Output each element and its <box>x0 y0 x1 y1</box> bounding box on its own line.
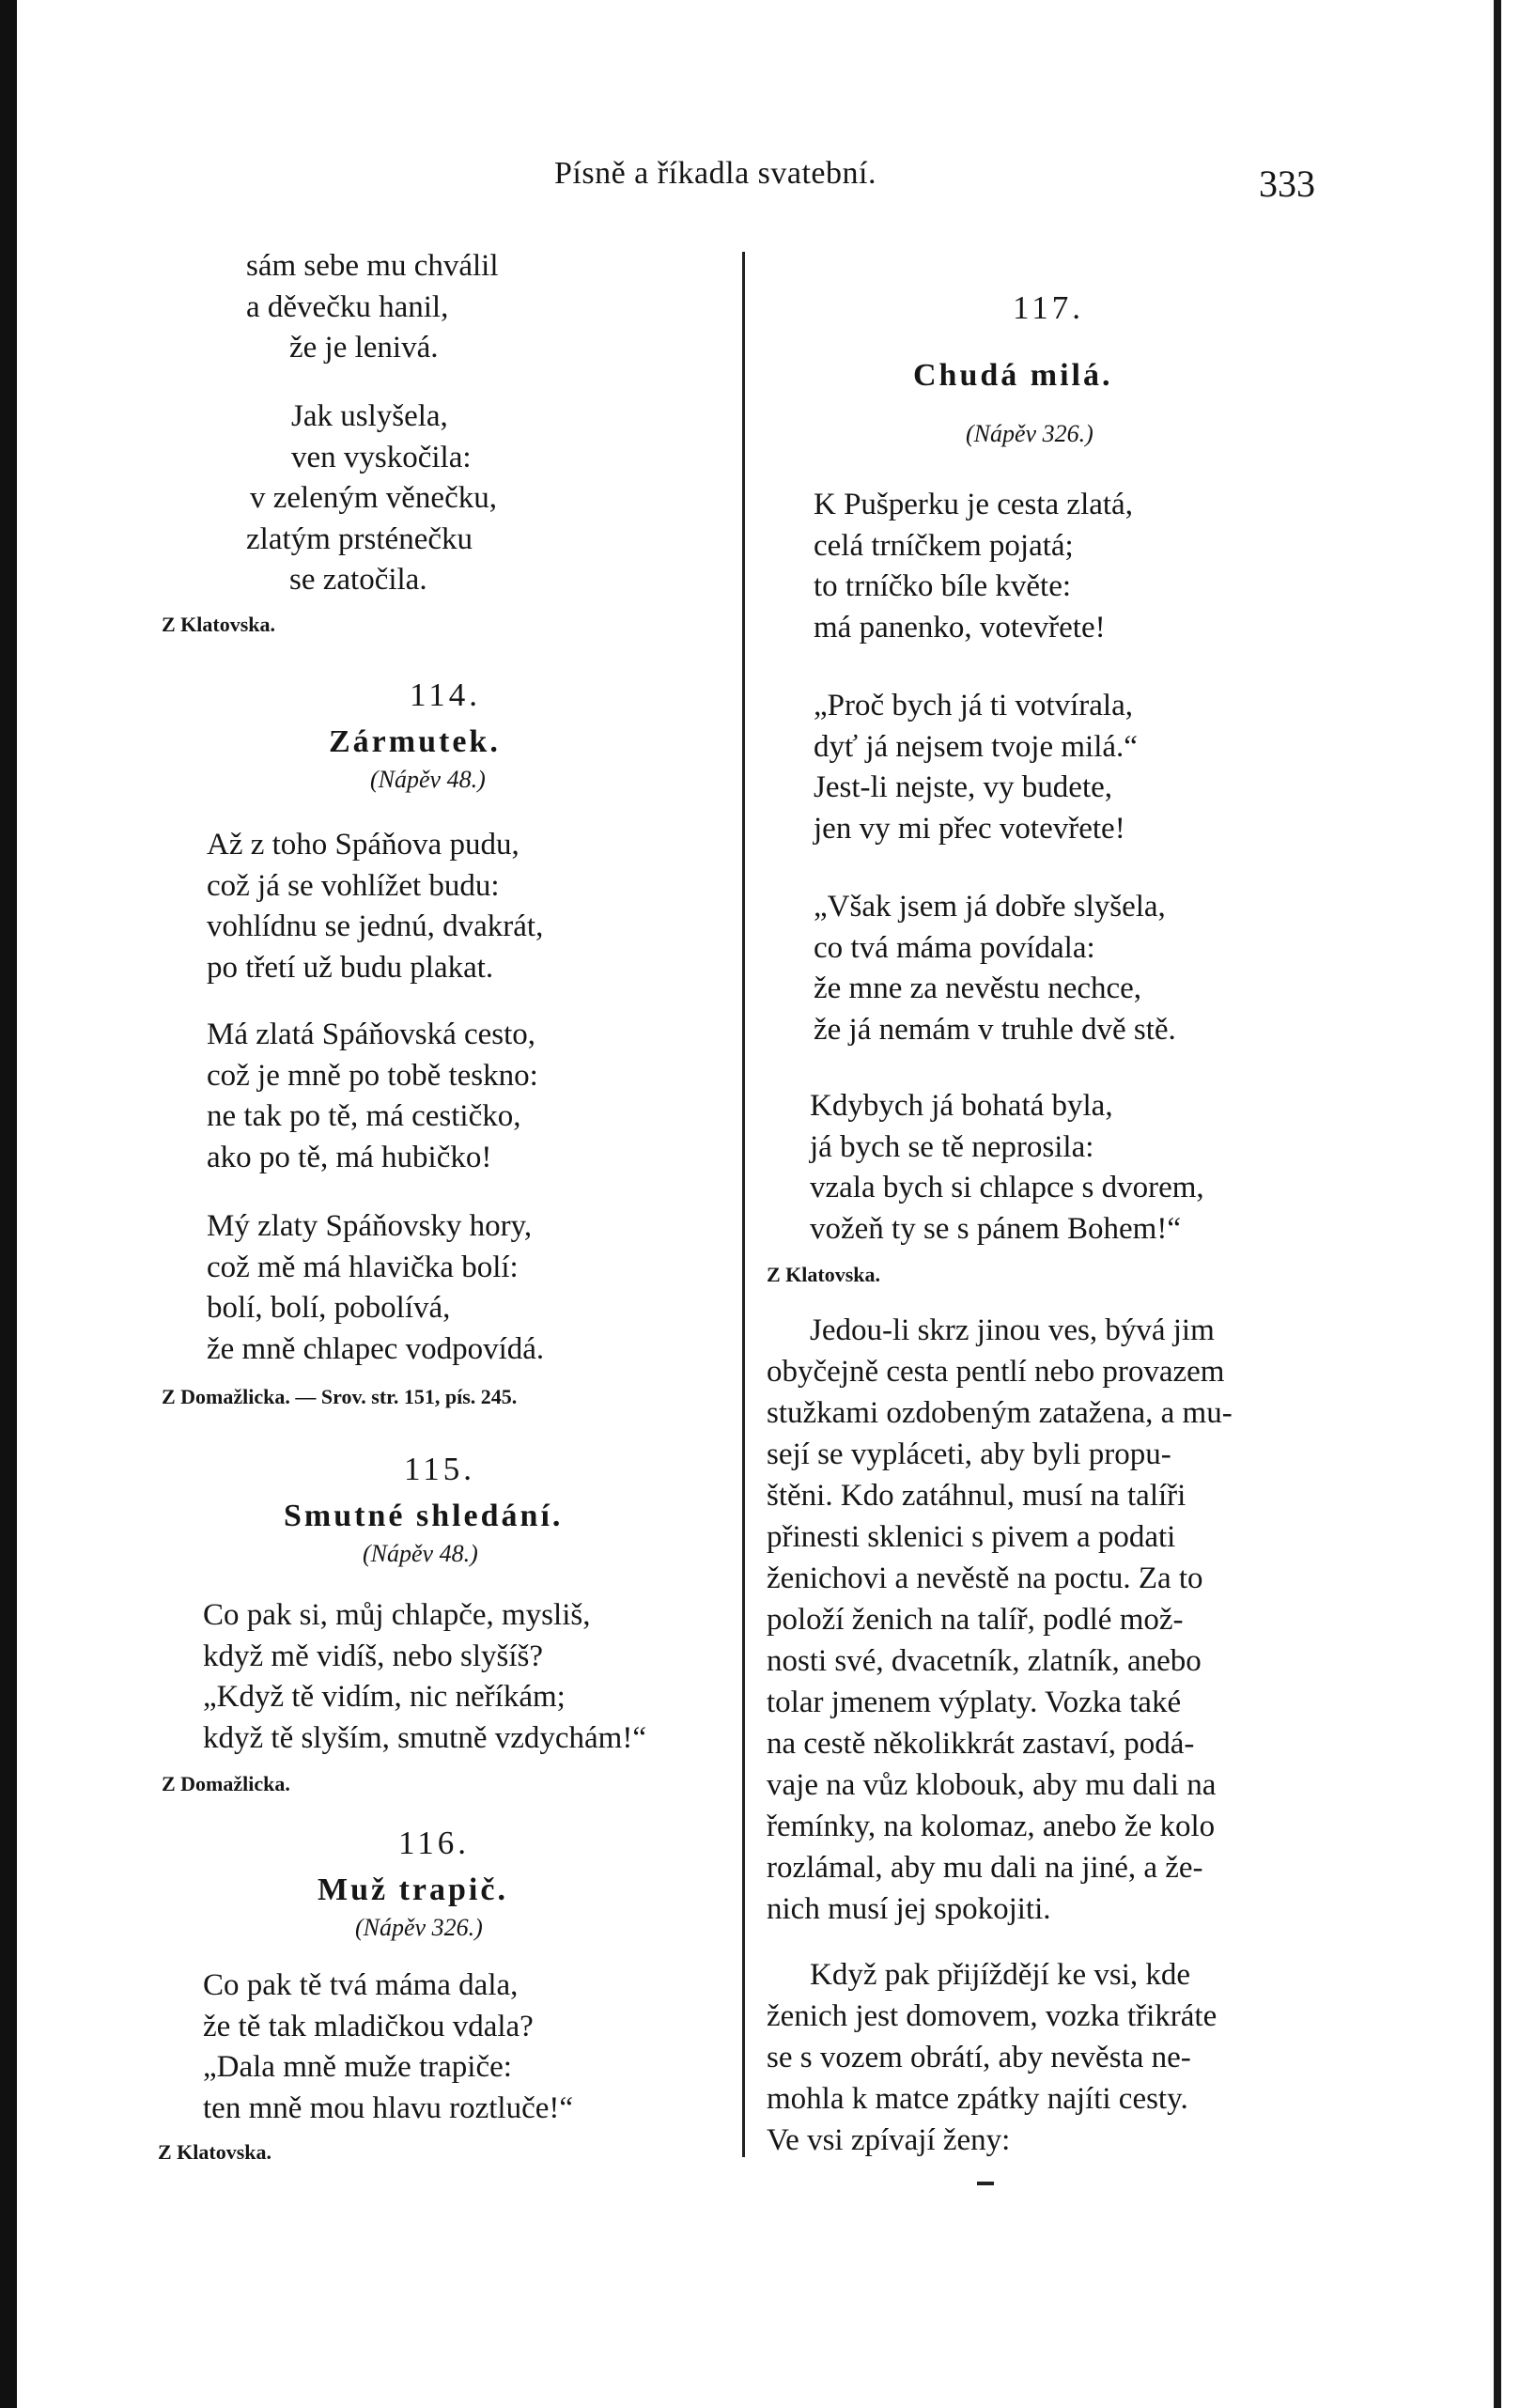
verse-line: sám sebe mu chválil <box>246 249 499 283</box>
verse-line: ne tak po tě, má cestičko, <box>207 1099 521 1133</box>
verse-line: Mý zlaty Spáňovsky hory, <box>207 1209 533 1243</box>
tune-reference: (Nápěv 326.) <box>355 1914 483 1941</box>
prose-line: sejí se vypláceti, aby byli propu- <box>767 1437 1171 1471</box>
prose-line: ženichovi a nevěstě na poctu. Za to <box>767 1561 1203 1595</box>
prose-line: na cestě několikkrát zastaví, podá- <box>767 1727 1195 1761</box>
verse-line: vzala bych si chlapce s dvorem, <box>810 1171 1204 1204</box>
prose-line: stužkami ozdobeným zatažena, a mu- <box>767 1396 1233 1430</box>
verse-line: Až z toho Spáňova pudu, <box>207 828 520 862</box>
song-title: Zármutek. <box>329 724 501 759</box>
verse-line: ako po tě, má hubičko! <box>207 1140 492 1174</box>
song-number: 117. <box>1013 289 1084 326</box>
column-divider <box>742 252 745 2157</box>
verse-line: že já nemám v truhle dvě stě. <box>814 1012 1176 1047</box>
song-114-stanza-3 <box>207 1206 544 1370</box>
verse-line: že je lenivá. <box>289 331 439 365</box>
song-116-stanza-1 <box>203 1965 573 2129</box>
verse-line: jen vy mi přec votevřete! <box>814 811 1125 846</box>
verse-line: což je mně po tobě teskno: <box>207 1058 538 1093</box>
verse-line: zlatým prsténečku <box>246 521 473 556</box>
verse-line: Má zlatá Spáňovská cesto, <box>207 1018 536 1051</box>
tune-reference: (Nápěv 48.) <box>363 1540 478 1567</box>
verse-line: a děvečku hanil, <box>246 289 449 324</box>
song-number: 114. <box>410 676 481 713</box>
prose-line: tolar jmenem výplaty. Vozka také <box>767 1686 1182 1719</box>
prose-line: mohla k matce zpátky najíti cesty. <box>767 2082 1188 2116</box>
verse-line: že tě tak mladičkou vdala? <box>203 2009 534 2043</box>
continued-stanza-1 <box>246 246 499 369</box>
song-115-stanza-1 <box>203 1595 646 1759</box>
verse-line: po třetí už budu plakat. <box>207 950 494 985</box>
prose-line: nosti své, dvacetník, zlatník, anebo <box>767 1644 1202 1678</box>
tune-reference: (Nápěv 48.) <box>370 766 486 793</box>
verse-line: když mě vidíš, nebo slyšíš? <box>203 1639 544 1673</box>
verse-line: celá trníčkem pojatá; <box>814 528 1074 563</box>
scan-left-edge <box>0 0 17 2408</box>
verse-line: bolí, bolí, pobolívá, <box>207 1291 451 1325</box>
verse-line: „Dala mně muže trapiče: <box>203 2050 512 2084</box>
source-note: Z Klatovska. <box>158 2140 272 2164</box>
verse-line: v zeleným věnečku, <box>250 481 497 515</box>
prose-line: položí ženich na talíř, podlé mož- <box>767 1603 1184 1637</box>
source-note: Z Klatovska. <box>767 1263 881 1286</box>
verse-line: Jest-li nejste, vy budete, <box>814 770 1113 804</box>
verse-line: vohlídnu se jednú, dvakrát, <box>207 909 544 943</box>
verse-line: že mne za nevěstu nechce, <box>814 971 1142 1005</box>
song-117-stanza-3 <box>814 887 1176 1050</box>
verse-line: dyť já nejsem tvoje milá.“ <box>814 729 1138 764</box>
verse-line: „Proč bych já ti votvírala, <box>814 689 1133 722</box>
prose-line: řemínky, na kolomaz, anebo že kolo <box>767 1810 1216 1843</box>
prose-line: se s vozem obrátí, aby nevěsta ne- <box>767 2041 1191 2074</box>
prose-paragraph-2 <box>767 1954 1217 2161</box>
verse-line: „Však jsem já dobře slyšela, <box>814 890 1166 924</box>
song-117-stanza-4 <box>810 1086 1204 1250</box>
verse-line: to trníčko bíle květe: <box>814 569 1072 603</box>
song-title: Chudá milá. <box>913 358 1113 393</box>
tune-reference: (Nápěv 326.) <box>966 420 1093 447</box>
verse-line: se zatočila. <box>289 563 427 597</box>
song-117-stanza-1 <box>814 485 1133 648</box>
song-title: Smutné shledání. <box>284 1499 564 1533</box>
prose-line: Jedou-li skrz jinou ves, bývá jim <box>810 1313 1215 1347</box>
prose-line: přinesti sklenici s pivem a podati <box>767 1520 1176 1554</box>
continued-stanza-2 <box>246 396 497 601</box>
prose-line: rozlámal, aby mu dali na jiné, a že- <box>767 1851 1203 1885</box>
continuation-dash <box>977 2182 994 2185</box>
verse-line: Kdybych já bohatá byla, <box>810 1089 1113 1123</box>
verse-line: že mně chlapec vodpovídá. <box>207 1331 545 1366</box>
verse-line: já bych se tě neprosila: <box>810 1129 1094 1164</box>
verse-line: Jak uslyšela, <box>291 399 448 433</box>
scan-right-edge <box>1494 0 1501 2408</box>
prose-line: štěni. Kdo zatáhnul, musí na talíři <box>767 1479 1187 1513</box>
running-header: Písně a říkadla svatební. <box>554 156 876 191</box>
verse-line: což mě má hlavička bolí: <box>207 1250 519 1284</box>
verse-line: „Když tě vidím, nic neříkám; <box>203 1680 566 1714</box>
source-note: Z Klatovska. <box>162 613 276 636</box>
song-114-stanza-1 <box>207 825 543 988</box>
song-title: Muž trapič. <box>318 1872 508 1907</box>
prose-line: Ve vsi zpívají ženy: <box>767 2123 1011 2157</box>
verse-line: Co pak si, můj chlapče, mysliš, <box>203 1598 591 1632</box>
song-117-stanza-2 <box>814 686 1138 849</box>
verse-line: Co pak tě tvá máma dala, <box>203 1968 519 2002</box>
verse-line: K Pušperku je cesta zlatá, <box>814 488 1133 521</box>
song-114-stanza-2 <box>207 1015 538 1178</box>
prose-line: Když pak přijíždějí ke vsi, kde <box>810 1958 1191 1992</box>
verse-line: co tvá máma povídala: <box>814 930 1095 965</box>
source-note: Z Domažlicka. — Srov. str. 151, pís. 245. <box>162 1385 518 1408</box>
verse-line: ven vyskočila: <box>291 440 472 474</box>
prose-paragraph-1 <box>767 1310 1233 1930</box>
verse-line: což já se vohlížet budu: <box>207 868 500 903</box>
prose-line: obyčejně cesta pentlí nebo provazem <box>767 1355 1225 1389</box>
verse-line: když tě slyším, smutně vzdychám!“ <box>203 1720 646 1755</box>
prose-line: vaje na vůz klobouk, aby mu dali na <box>767 1768 1217 1802</box>
song-number: 115. <box>404 1451 475 1487</box>
prose-line: nich musí jej spokojiti. <box>767 1892 1051 1926</box>
verse-line: má panenko, votevřete! <box>814 610 1106 645</box>
verse-line: ten mně mou hlavu roztluče!“ <box>203 2090 574 2125</box>
verse-line: vožeň ty se s pánem Bohem!“ <box>810 1211 1181 1246</box>
song-number: 116. <box>398 1825 470 1861</box>
page-number: 333 <box>1259 163 1315 205</box>
prose-line: ženich jest domovem, vozka třikráte <box>767 1999 1218 2033</box>
source-note: Z Domažlicka. <box>162 1772 290 1795</box>
